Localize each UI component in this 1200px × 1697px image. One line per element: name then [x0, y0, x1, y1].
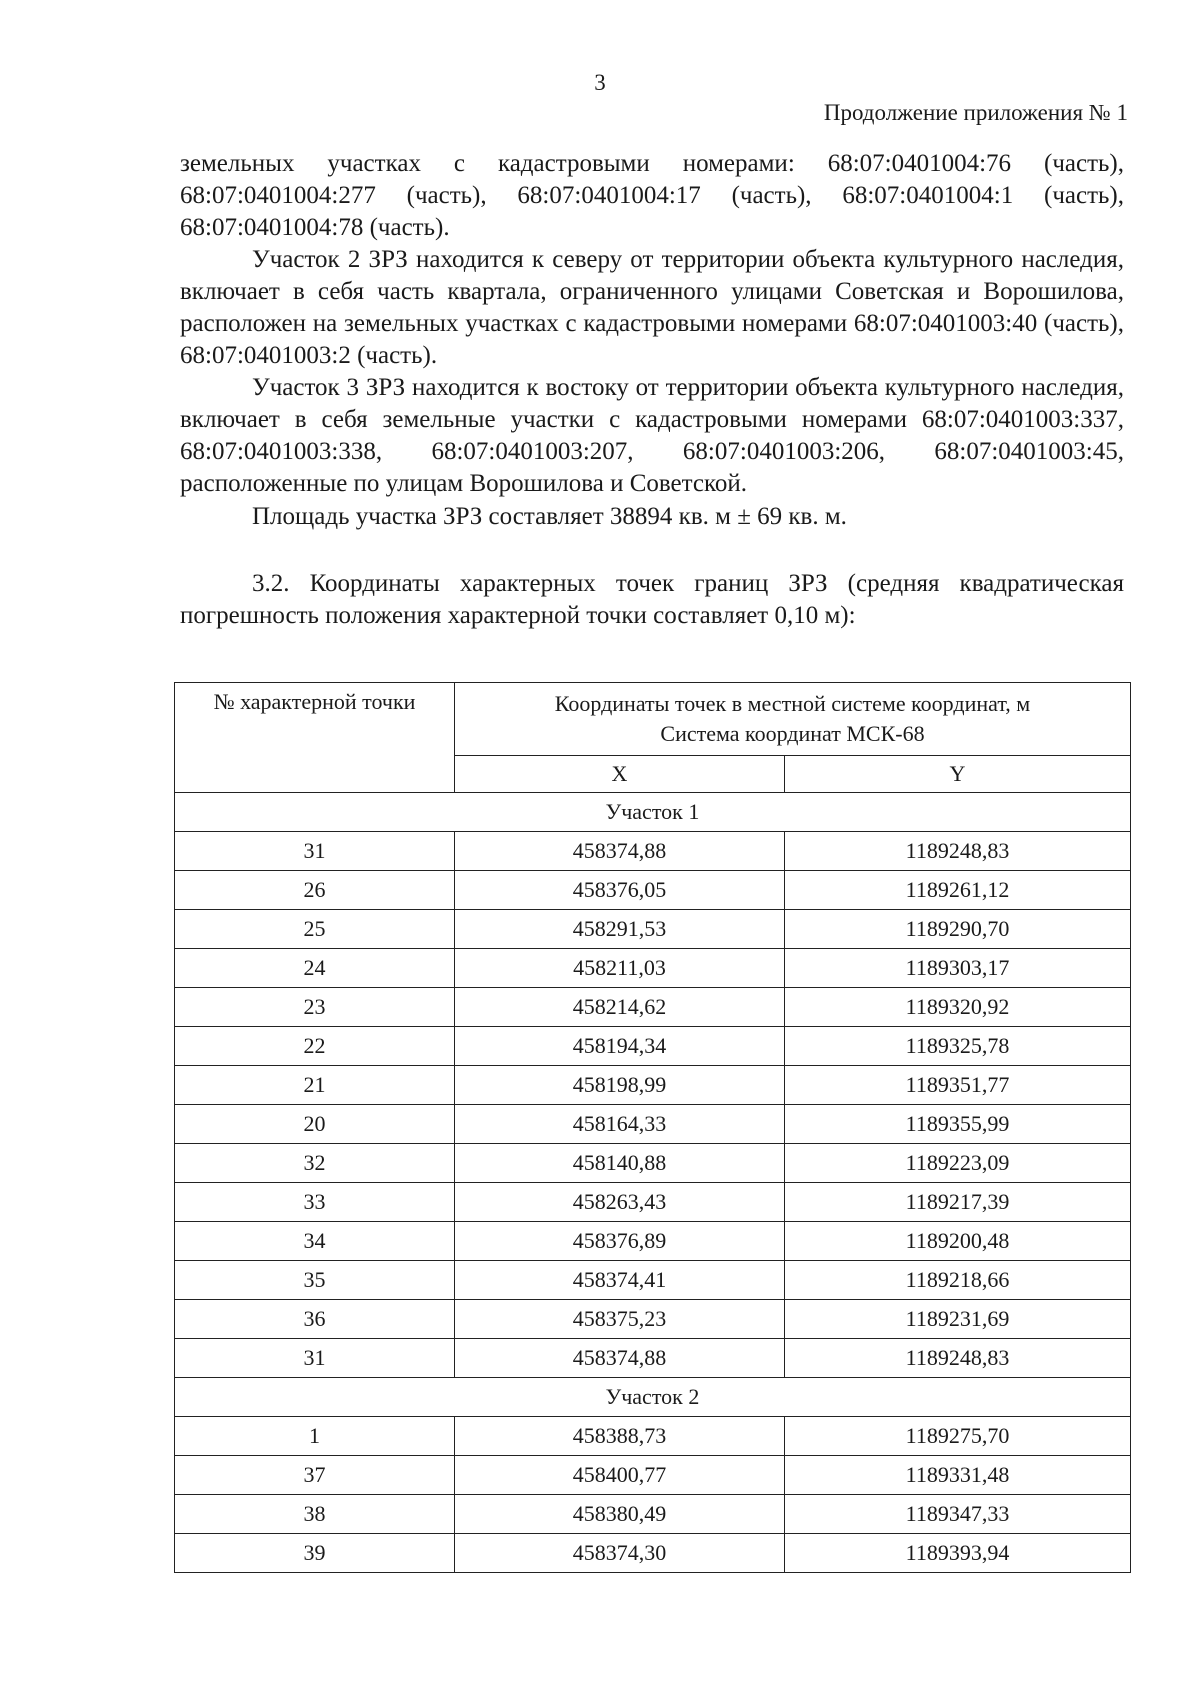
table-row — [175, 1105, 1131, 1144]
point-number-cell: 37 — [175, 1456, 455, 1495]
page-number: 3 — [594, 70, 606, 95]
x-coordinate-cell: 458263,43 — [455, 1183, 785, 1222]
x-coordinate-cell: 458194,34 — [455, 1027, 785, 1066]
y-coordinate-cell: 1189217,39 — [785, 1183, 1131, 1222]
section-title: Участок 1 — [175, 793, 1131, 832]
y-coordinate-cell: 1189331,48 — [785, 1456, 1131, 1495]
table-row — [175, 1183, 1131, 1222]
header-coordinates-line2: Система координат МСК-68 — [660, 721, 925, 746]
point-number-cell: 23 — [175, 988, 455, 1027]
x-coordinate-cell: 458375,23 — [455, 1300, 785, 1339]
x-coordinate-cell: 458400,77 — [455, 1456, 785, 1495]
x-coordinate-cell: 458374,88 — [455, 832, 785, 871]
table-row — [175, 1144, 1131, 1183]
table-row — [175, 1222, 1131, 1261]
table-row — [175, 988, 1131, 1027]
y-coordinate-cell: 1189275,70 — [785, 1417, 1131, 1456]
point-number-cell: 32 — [175, 1144, 455, 1183]
table-row — [175, 1300, 1131, 1339]
x-coordinate-cell: 458164,33 — [455, 1105, 785, 1144]
point-number-cell: 35 — [175, 1261, 455, 1300]
y-coordinate-cell: 1189223,09 — [785, 1144, 1131, 1183]
x-coordinate-cell: 458140,88 — [455, 1144, 785, 1183]
section-title: Участок 2 — [175, 1378, 1131, 1417]
x-coordinate-cell: 458374,88 — [455, 1339, 785, 1378]
point-number-cell: 20 — [175, 1105, 455, 1144]
point-number-cell: 1 — [175, 1417, 455, 1456]
table-row — [175, 949, 1131, 988]
header-x: X — [455, 756, 785, 793]
table-row — [175, 1534, 1131, 1573]
paragraph-plot3: Участок 3 ЗРЗ находится к востоку от территории объекта культурного наследия, включает в себя земельные участки с кадастровыми номерами 68:07:0401003:337, 68:07:0401003:338, 68:07:0401003:207, 68:07:0401003:206, 68:07:0401003:45, расположенные по улицам Ворошилова и Советской. — [180, 374, 1124, 497]
y-coordinate-cell: 1189325,78 — [785, 1027, 1131, 1066]
y-coordinate-cell: 1189347,33 — [785, 1495, 1131, 1534]
y-coordinate-cell: 1189351,77 — [785, 1066, 1131, 1105]
x-coordinate-cell: 458376,89 — [455, 1222, 785, 1261]
y-coordinate-cell: 1189248,83 — [785, 832, 1131, 871]
table-row — [175, 1495, 1131, 1534]
section-row — [175, 1378, 1131, 1417]
table-row — [175, 1066, 1131, 1105]
table-row — [175, 1417, 1131, 1456]
point-number-cell: 31 — [175, 1339, 455, 1378]
x-coordinate-cell: 458374,30 — [455, 1534, 785, 1573]
y-coordinate-cell: 1189248,83 — [785, 1339, 1131, 1378]
table-row — [175, 871, 1131, 910]
point-number-cell: 39 — [175, 1534, 455, 1573]
x-coordinate-cell: 458214,62 — [455, 988, 785, 1027]
table-row — [175, 1027, 1131, 1066]
y-coordinate-cell: 1189290,70 — [785, 910, 1131, 949]
section-row — [175, 793, 1131, 832]
table-row — [175, 1456, 1131, 1495]
point-number-cell: 24 — [175, 949, 455, 988]
table-row — [175, 910, 1131, 949]
y-coordinate-cell: 1189320,92 — [785, 988, 1131, 1027]
paragraph-area: Площадь участка ЗРЗ составляет 38894 кв. м ± 69 кв. м. — [252, 503, 847, 530]
header-y: Y — [785, 756, 1131, 793]
y-coordinate-cell: 1189231,69 — [785, 1300, 1131, 1339]
point-number-cell: 26 — [175, 871, 455, 910]
x-coordinate-cell: 458198,99 — [455, 1066, 785, 1105]
header-coordinates — [455, 683, 1131, 756]
y-coordinate-cell: 1189218,66 — [785, 1261, 1131, 1300]
appendix-note: Продолжение приложения № 1 — [823, 100, 1128, 125]
header-coordinates-line1: Координаты точек в местной системе координат, м — [554, 691, 1031, 716]
point-number-cell: 25 — [175, 910, 455, 949]
point-number-cell: 34 — [175, 1222, 455, 1261]
table-row — [175, 1261, 1131, 1300]
x-coordinate-cell: 458380,49 — [455, 1495, 785, 1534]
table-body — [175, 793, 1131, 1573]
paragraph-section-3-2: 3.2. Координаты характерных точек границ ЗРЗ (средняя квадратическая погрешность положения характерной точки составляет 0,10 м): — [180, 570, 1124, 629]
x-coordinate-cell: 458374,41 — [455, 1261, 785, 1300]
x-coordinate-cell: 458376,05 — [455, 871, 785, 910]
point-number-cell: 22 — [175, 1027, 455, 1066]
point-number-cell: 21 — [175, 1066, 455, 1105]
y-coordinate-cell: 1189393,94 — [785, 1534, 1131, 1573]
y-coordinate-cell: 1189303,17 — [785, 949, 1131, 988]
header-point-number: № характерной точки — [175, 683, 455, 793]
y-coordinate-cell: 1189200,48 — [785, 1222, 1131, 1261]
paragraph-plot2: Участок 2 ЗРЗ находится к северу от территории объекта культурного наследия, включает в себя часть квартала, ограниченного улицами Советская и Ворошилова, расположен на земельных участках с кадастровыми номерами 68:07:0401003:40 (часть), 68:07:0401003:2 (часть). — [180, 246, 1124, 369]
point-number-cell: 36 — [175, 1300, 455, 1339]
x-coordinate-cell: 458388,73 — [455, 1417, 785, 1456]
point-number-cell: 33 — [175, 1183, 455, 1222]
table-row — [175, 832, 1131, 871]
x-coordinate-cell: 458211,03 — [455, 949, 785, 988]
coordinates-table — [174, 682, 1131, 1573]
point-number-cell: 38 — [175, 1495, 455, 1534]
x-coordinate-cell: 458291,53 — [455, 910, 785, 949]
paragraph-cadastral-plot1: земельных участках с кадастровыми номерами: 68:07:0401004:76 (часть), 68:07:0401004:277 (часть), 68:07:0401004:17 (часть), 68:07:0401004:1 (часть), 68:07:0401004:78 (часть). — [180, 150, 1124, 241]
y-coordinate-cell: 1189261,12 — [785, 871, 1131, 910]
y-coordinate-cell: 1189355,99 — [785, 1105, 1131, 1144]
table-row — [175, 1339, 1131, 1378]
point-number-cell: 31 — [175, 832, 455, 871]
